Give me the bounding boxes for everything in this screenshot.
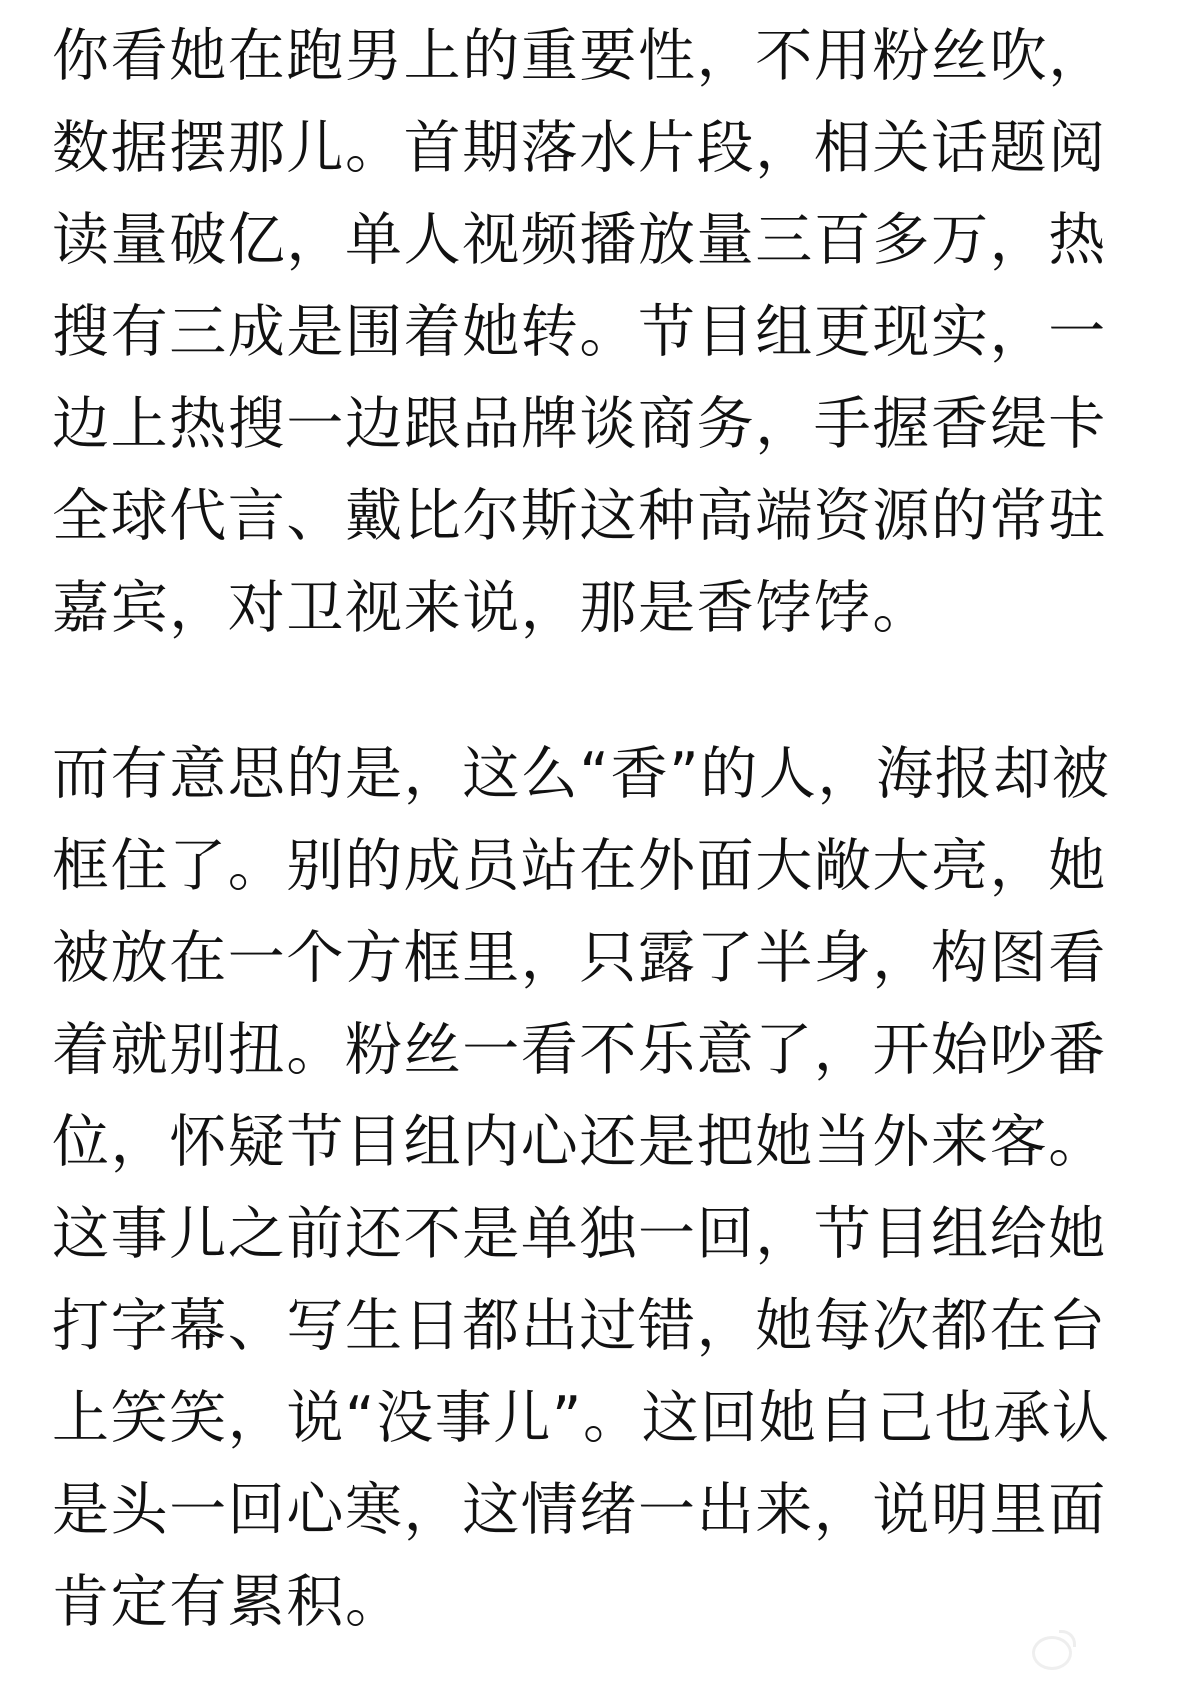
text-line: 打字幕、写生日都出过错，她每次都在台 [52,1293,1107,1359]
text-line: 这事儿之前还不是单独一回，节目组给她 [52,1201,1107,1267]
text-line: 位，怀疑节目组内心还是把她当外来客。 [52,1109,1107,1175]
paragraph-1 [52,10,1132,654]
text-line: 框住了。别的成员站在外面大敞大亮，她 [52,833,1107,899]
text-line: 上笑笑，说“没事儿”。这回她自己也承认 [52,1385,1111,1451]
article-body [52,10,1132,1648]
text-line: 搜有三成是围着她转。节目组更现实，一 [52,299,1107,365]
text-line: 你看她在跑男上的重要性，不用粉丝吹， [52,23,1107,89]
text-line: 是头一回心寒，这情绪一出来，说明里面 [52,1477,1107,1543]
text-line: 数据摆那儿。首期落水片段，相关话题阅 [52,115,1107,181]
text-line: 边上热搜一边跟品牌谈商务，手握香缇卡 [52,391,1107,457]
paragraph-spacer [52,654,1132,728]
text-line: 而有意思的是，这么“香”的人，海报却被 [52,741,1111,807]
text-line: 嘉宾，对卫视来说，那是香饽饽。 [52,575,931,641]
text-line: 肯定有累积。 [52,1569,404,1635]
text-line: 被放在一个方框里，只露了半身，构图看 [52,925,1107,991]
text-line: 读量破亿，单人视频播放量三百多万，热 [52,207,1107,273]
paragraph-2 [52,728,1132,1648]
text-line: 全球代言、戴比尔斯这种高端资源的常驻 [52,483,1107,549]
text-line: 着就别扭。粉丝一看不乐意了，开始吵番 [52,1017,1107,1083]
